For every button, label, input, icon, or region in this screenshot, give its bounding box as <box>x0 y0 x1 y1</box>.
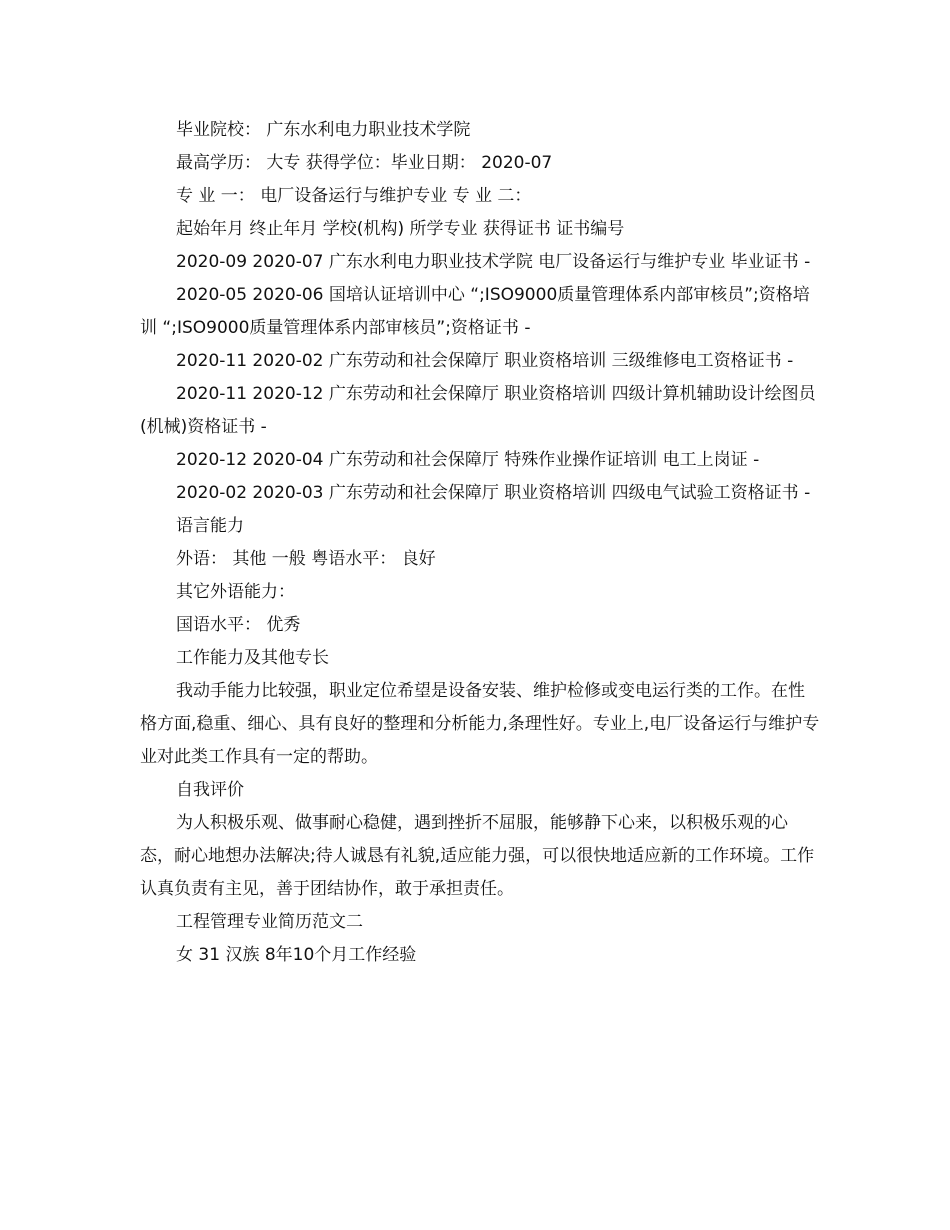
candidate-summary-line: 女 31 汉族 8年10个月工作经验 <box>176 945 417 965</box>
certificate-entry: 2020-12 2020-04 广东劳动和社会保障厅 特殊作业操作证培训 电工上岗证 - <box>176 450 760 470</box>
mandarin-level-line: 国语水平： 优秀 <box>176 615 301 635</box>
resume-sample-title: 工程管理专业简历范文二 <box>176 912 363 932</box>
certificate-entry: 2020-09 2020-07 广东水利电力职业技术学院 电厂设备运行与维护专业 毕业证书 - <box>176 252 811 272</box>
document-body <box>140 114 820 972</box>
section-heading-self-evaluation: 自我评价 <box>176 780 244 800</box>
certificate-entry: 2020-05 2020-06 国培认证培训中心 “;ISO9000质量管理体系内部审核员”;资格培训 “;ISO9000质量管理体系内部审核员”;资格证书 - <box>140 285 810 338</box>
certificate-entry: 2020-11 2020-02 广东劳动和社会保障厅 职业资格培训 三级维修电工资格证书 - <box>176 351 794 371</box>
skills-paragraph: 我动手能力比较强，职业定位希望是设备安装、维护检修或变电运行类的工作。在性格方面,稳重、细心、具有良好的整理和分析能力,条理性好。专业上,电厂设备运行与维护专业对此类工作具有一定的帮助。 <box>140 681 820 767</box>
other-language-line: 其它外语能力： <box>176 582 295 602</box>
certificate-table-header: 起始年月 终止年月 学校(机构) 所学专业 获得证书 证书编号 <box>176 219 625 239</box>
self-evaluation-paragraph: 为人积极乐观、做事耐心稳健，遇到挫折不屈服，能够静下心来，以积极乐观的心态，耐心地想办法解决;待人诚恳有礼貌,适应能力强，可以很快地适应新的工作环境。工作认真负责有主见，善于团结协作，敢于承担责任。 <box>140 813 815 899</box>
foreign-language-line: 外语： 其他 一般 粤语水平： 良好 <box>176 549 436 569</box>
certificate-entry: 2020-02 2020-03 广东劳动和社会保障厅 职业资格培训 四级电气试验工资格证书 - <box>176 483 811 503</box>
education-degree-line: 最高学历： 大专 获得学位：毕业日期： 2020-07 <box>176 153 553 173</box>
major-line: 专 业 一： 电厂设备运行与维护专业 专 业 二： <box>176 186 532 206</box>
section-heading-skills: 工作能力及其他专长 <box>176 648 329 668</box>
section-heading-language: 语言能力 <box>176 516 244 536</box>
graduation-school-line: 毕业院校： 广东水利电力职业技术学院 <box>176 120 471 140</box>
certificate-entry: 2020-11 2020-12 广东劳动和社会保障厅 职业资格培训 四级计算机辅助设计绘图员(机械)资格证书 - <box>140 384 816 437</box>
